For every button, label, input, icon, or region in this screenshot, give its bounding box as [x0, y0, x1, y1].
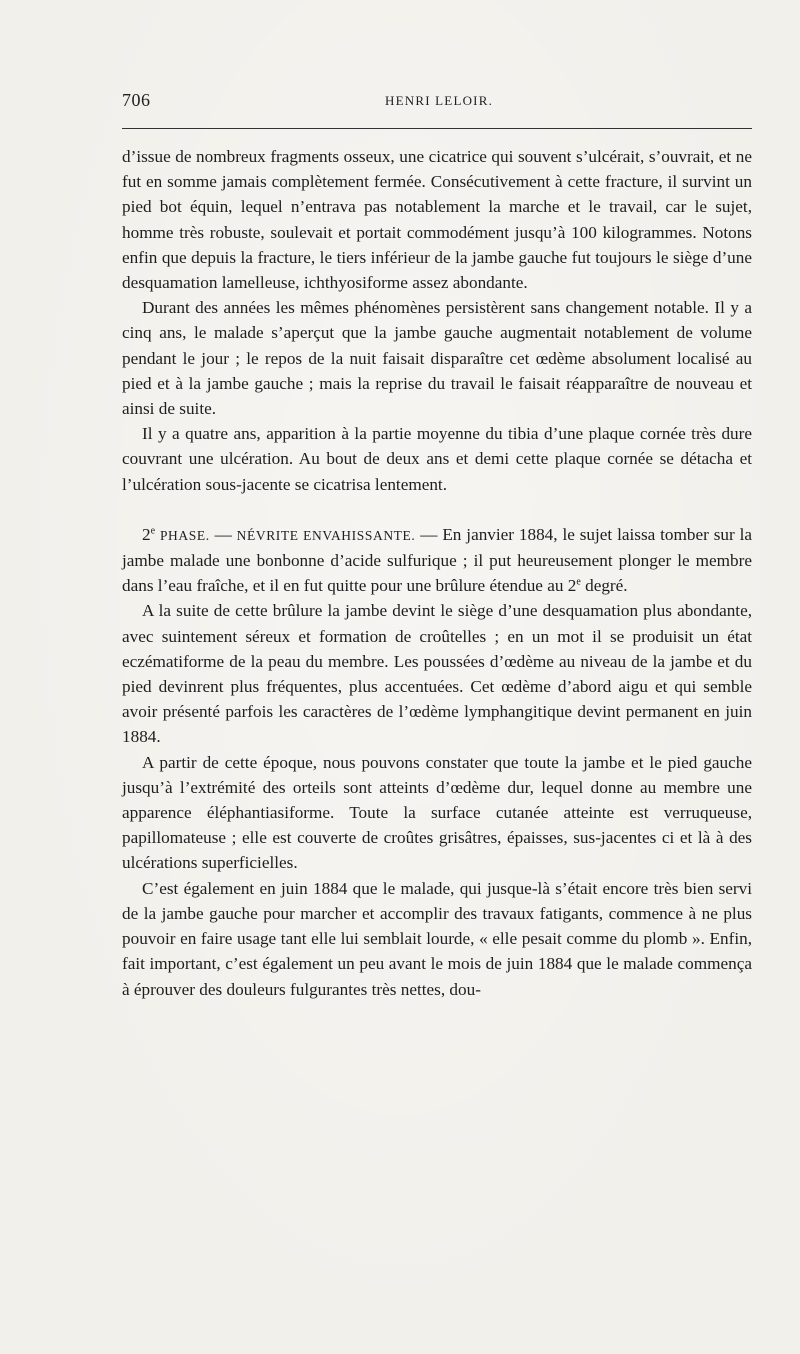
paragraph-5: A la suite de cette brûlure la jambe devint le siège d’une desquamation plus abondante, avec suintement séreux et formation de croûtelles ; en un mot il se produisit un état eczématiforme de la peau du membre. Les poussées d’œdème au niveau de la jambe et du pied devinrent plus fréquentes, plus accentuées. Cet œdème d’abord aigu et qui semble avoir présenté parfois les caractères de l’œdème lymphangitique devint permanent en juin 1884.: [122, 601, 752, 747]
paragraph-1: d’issue de nombreux fragments osseux, une cicatrice qui souvent s’ulcérait, s’ouvrait, et ne fut en somme jamais complètement fermée. Consécutivement à cette fracture, il survint un pied bot équin, lequel n’entrava pas notablement la marche et le travail, car le sujet, homme très robuste, soulevait et portait commodément jusqu’à 100 kilogrammes. Notons enfin que depuis la fracture, le tiers inférieur de la jambe gauche fut toujours le siège d’une desquamation lamelleuse, ichthyosiforme assez abondante.: [122, 147, 752, 293]
phase-superscript: e: [150, 525, 156, 537]
paragraph-7: C’est également en juin 1884 que le malade, qui jusque-là s’était encore très bien servi de la jambe gauche pour marcher et accomplir des travaux fatigants, commence à ne plus pouvoir en faire usage tant elle lui semblait lourde, « elle pesait comme du plomb ». Enfin, fait important, c’est également un peu avant le mois de juin 1884 que le malade commença à éprouver des douleurs fulgurantes très nettes, dou-: [122, 878, 752, 999]
page-number: 706: [122, 90, 151, 110]
paragraph-4-text: En janvier 1884, le sujet laissa tomber sur la jambe malade une bonbonne d’acide sulfurique ; il put heureusement plonger le membre dans l’eau fraîche, et il en fut quitte pour une brûlure étendue au 2: [122, 524, 753, 596]
paragraph-6: A partir de cette époque, nous pouvons constater que toute la jambe et le pied gauche jusqu’à l’extrémité des orteils sont atteints d’œdème dur, lequel donne au membre une apparence éléphantiasiforme. Toute la surface cutanée atteinte est verruqueuse, papillomateuse ; elle est couverte de croûtes grisâtres, épaisses, sus-jacentes ci et là à des ulcérations superficielles.: [122, 752, 752, 873]
paragraph-4: [122, 522, 752, 599]
section-title: NÉVRITE ENVAHISSANTE.: [236, 527, 416, 543]
page-header: [122, 90, 752, 114]
paragraph-3: Il y a quatre ans, apparition à la partie moyenne du tibia d’une plaque cornée très dure couvrant une ulcération. Au bout de deux ans et demi cette plaque cornée se détacha et l’ulcération sous-jacente se cicatrisa lentement.: [122, 424, 752, 494]
degree-superscript: e: [576, 576, 581, 588]
header-rule: [122, 128, 752, 129]
paragraph-4-end: degré.: [580, 576, 628, 596]
body-text: [122, 144, 752, 1002]
dash: —: [209, 524, 237, 544]
paragraph-2: Durant des années les mêmes phénomènes persistèrent sans changement notable. Il y a cinq ans, le malade s’aperçut que la jambe gauche augmentait notablement de volume pendant le jour ; le repos de la nuit faisait disparaître cet œdème absolument localisé au pied et à la jambe gauche ; mais la reprise du travail le faisait réapparaître de nouveau et ainsi de suite.: [122, 298, 752, 419]
phase-number: 2: [142, 524, 151, 544]
dash: —: [415, 524, 443, 544]
phase-label: PHASE.: [159, 527, 210, 543]
running-head: HENRI LELOIR.: [385, 93, 494, 108]
